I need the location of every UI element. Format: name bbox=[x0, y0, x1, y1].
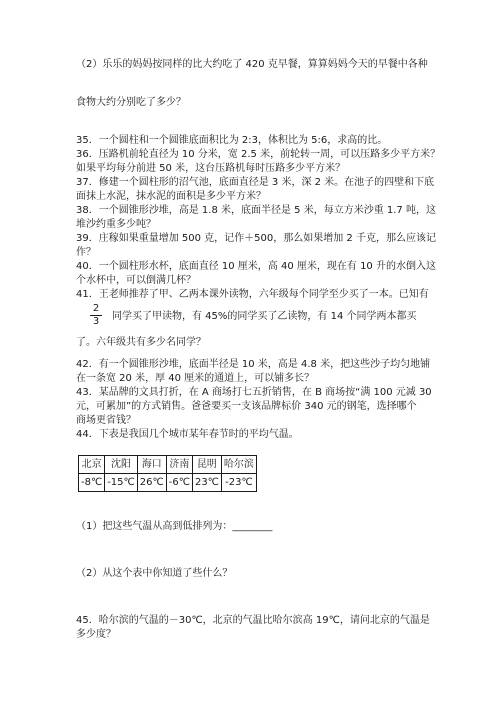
question-37-line-1: 37．修建一个圆柱形的沼气池，底面直径是 3 米，深 2 米。在池子的四壁和下底 bbox=[76, 177, 435, 188]
table-cell-city: 沈阳 bbox=[105, 456, 138, 474]
question-40-line-2: 个水杯中，可以倒满几杯？ bbox=[76, 275, 196, 286]
fraction-denominator: 3 bbox=[92, 316, 100, 327]
fraction bbox=[90, 304, 102, 327]
question-36-line-2: 如果平均每分前进 50 米，这台压路机每时压路多少平方米？ bbox=[76, 163, 346, 174]
question-36-line-1: 36．压路机前轮直径为 10 分米，宽 2.5 米，前轮转一周，可以压路多少平方米？ bbox=[76, 149, 441, 160]
temperature-table bbox=[78, 455, 257, 492]
question-38-line-2: 堆沙约重多少吨？ bbox=[76, 219, 156, 230]
question-35: 35．一个圆柱和一个圆锥底面积比为 2:3，体积比为 5:6，求高的比。 bbox=[76, 135, 388, 146]
question-45-line-2: 多少度？ bbox=[76, 629, 116, 640]
table-row-cities bbox=[79, 456, 257, 474]
question-41-line-3: 了。六年级共有多少名同学？ bbox=[76, 337, 206, 348]
fraction-numerator: 2 bbox=[90, 304, 102, 316]
table-cell-temp: -15℃ bbox=[105, 474, 138, 492]
question-40-line-1: 40．一个圆柱形水杯，底面直径 10 厘米，高 40 厘米，现在有 10 升的水倒入这 bbox=[76, 261, 436, 272]
question-38-line-1: 38．一个圆锥形沙堆，高是 1.8 米，底面半径是 5 米，每立方米沙重 1.7 吨，这 bbox=[76, 205, 436, 216]
sub-question-1: （1）把这些气温从高到低排列为：________ bbox=[76, 521, 273, 532]
question-42-line-1: 42．有一个圆锥形沙堆，底面半径是 10 米，高是 4.8 米，把这些沙子均匀地铺 bbox=[76, 359, 431, 370]
question-intro-line-1: （2）乐乐的妈妈按同样的比大约吃了 420 克早餐，算算妈妈今天的早餐中各种 bbox=[76, 59, 428, 70]
table-cell-city: 哈尔滨 bbox=[221, 456, 256, 474]
table-row-temps bbox=[79, 474, 257, 492]
question-43-line-1: 43．某品牌的文具打折，在 A 商场打七五折销售，在 B 商场按“满 100 元减 30 bbox=[76, 387, 432, 398]
sub-question-2: （2）从这个表中你知道了些什么？ bbox=[76, 568, 233, 579]
table-cell-temp: 23℃ bbox=[192, 474, 221, 492]
table-cell-city: 济南 bbox=[166, 456, 192, 474]
question-39-line-1: 39．庄稼如果重量增加 500 克，记作＋500，那么如果增加 2 千克，那么应该记 bbox=[76, 233, 436, 244]
question-intro-line-2: 食物大约分别吃了多少？ bbox=[76, 97, 186, 108]
table-cell-temp: -8℃ bbox=[79, 474, 105, 492]
question-43-line-2: 元，可累加”的方式销售。爸爸要买一支该品牌标价 340 元的钢笔，选择哪个 bbox=[76, 401, 417, 412]
table-cell-city: 昆明 bbox=[192, 456, 221, 474]
question-41-line-1: 41．王老师推荐了甲、乙两本课外读物，六年级每个同学至少买了一本。已知有 bbox=[76, 289, 429, 300]
table-cell-temp: -6℃ bbox=[166, 474, 192, 492]
table-cell-temp: -23℃ bbox=[221, 474, 256, 492]
question-37-line-2: 面抹上水泥，抹水泥的面积是多少平方米？ bbox=[76, 191, 266, 202]
question-39-line-2: 作？ bbox=[76, 247, 96, 258]
table-cell-temp: 26℃ bbox=[137, 474, 166, 492]
question-45-line-1: 45．哈尔滨的气温的－30℃，北京的气温比哈尔滨高 19℃，请问北京的气温是 bbox=[76, 615, 430, 626]
table-cell-city: 海口 bbox=[137, 456, 166, 474]
question-44: 44．下表是我国几个城市某年春节时的平均气温。 bbox=[76, 429, 299, 440]
table-cell-city: 北京 bbox=[79, 456, 105, 474]
question-41-line-2: 同学买了甲读物，有 45%的同学买了乙读物，有 14 个同学两本都买 bbox=[112, 311, 417, 322]
question-43-line-3: 商场更省钱？ bbox=[76, 415, 136, 426]
question-42-line-2: 在一条宽 20 米，厚 40 厘米的通道上，可以铺多长？ bbox=[76, 373, 315, 384]
